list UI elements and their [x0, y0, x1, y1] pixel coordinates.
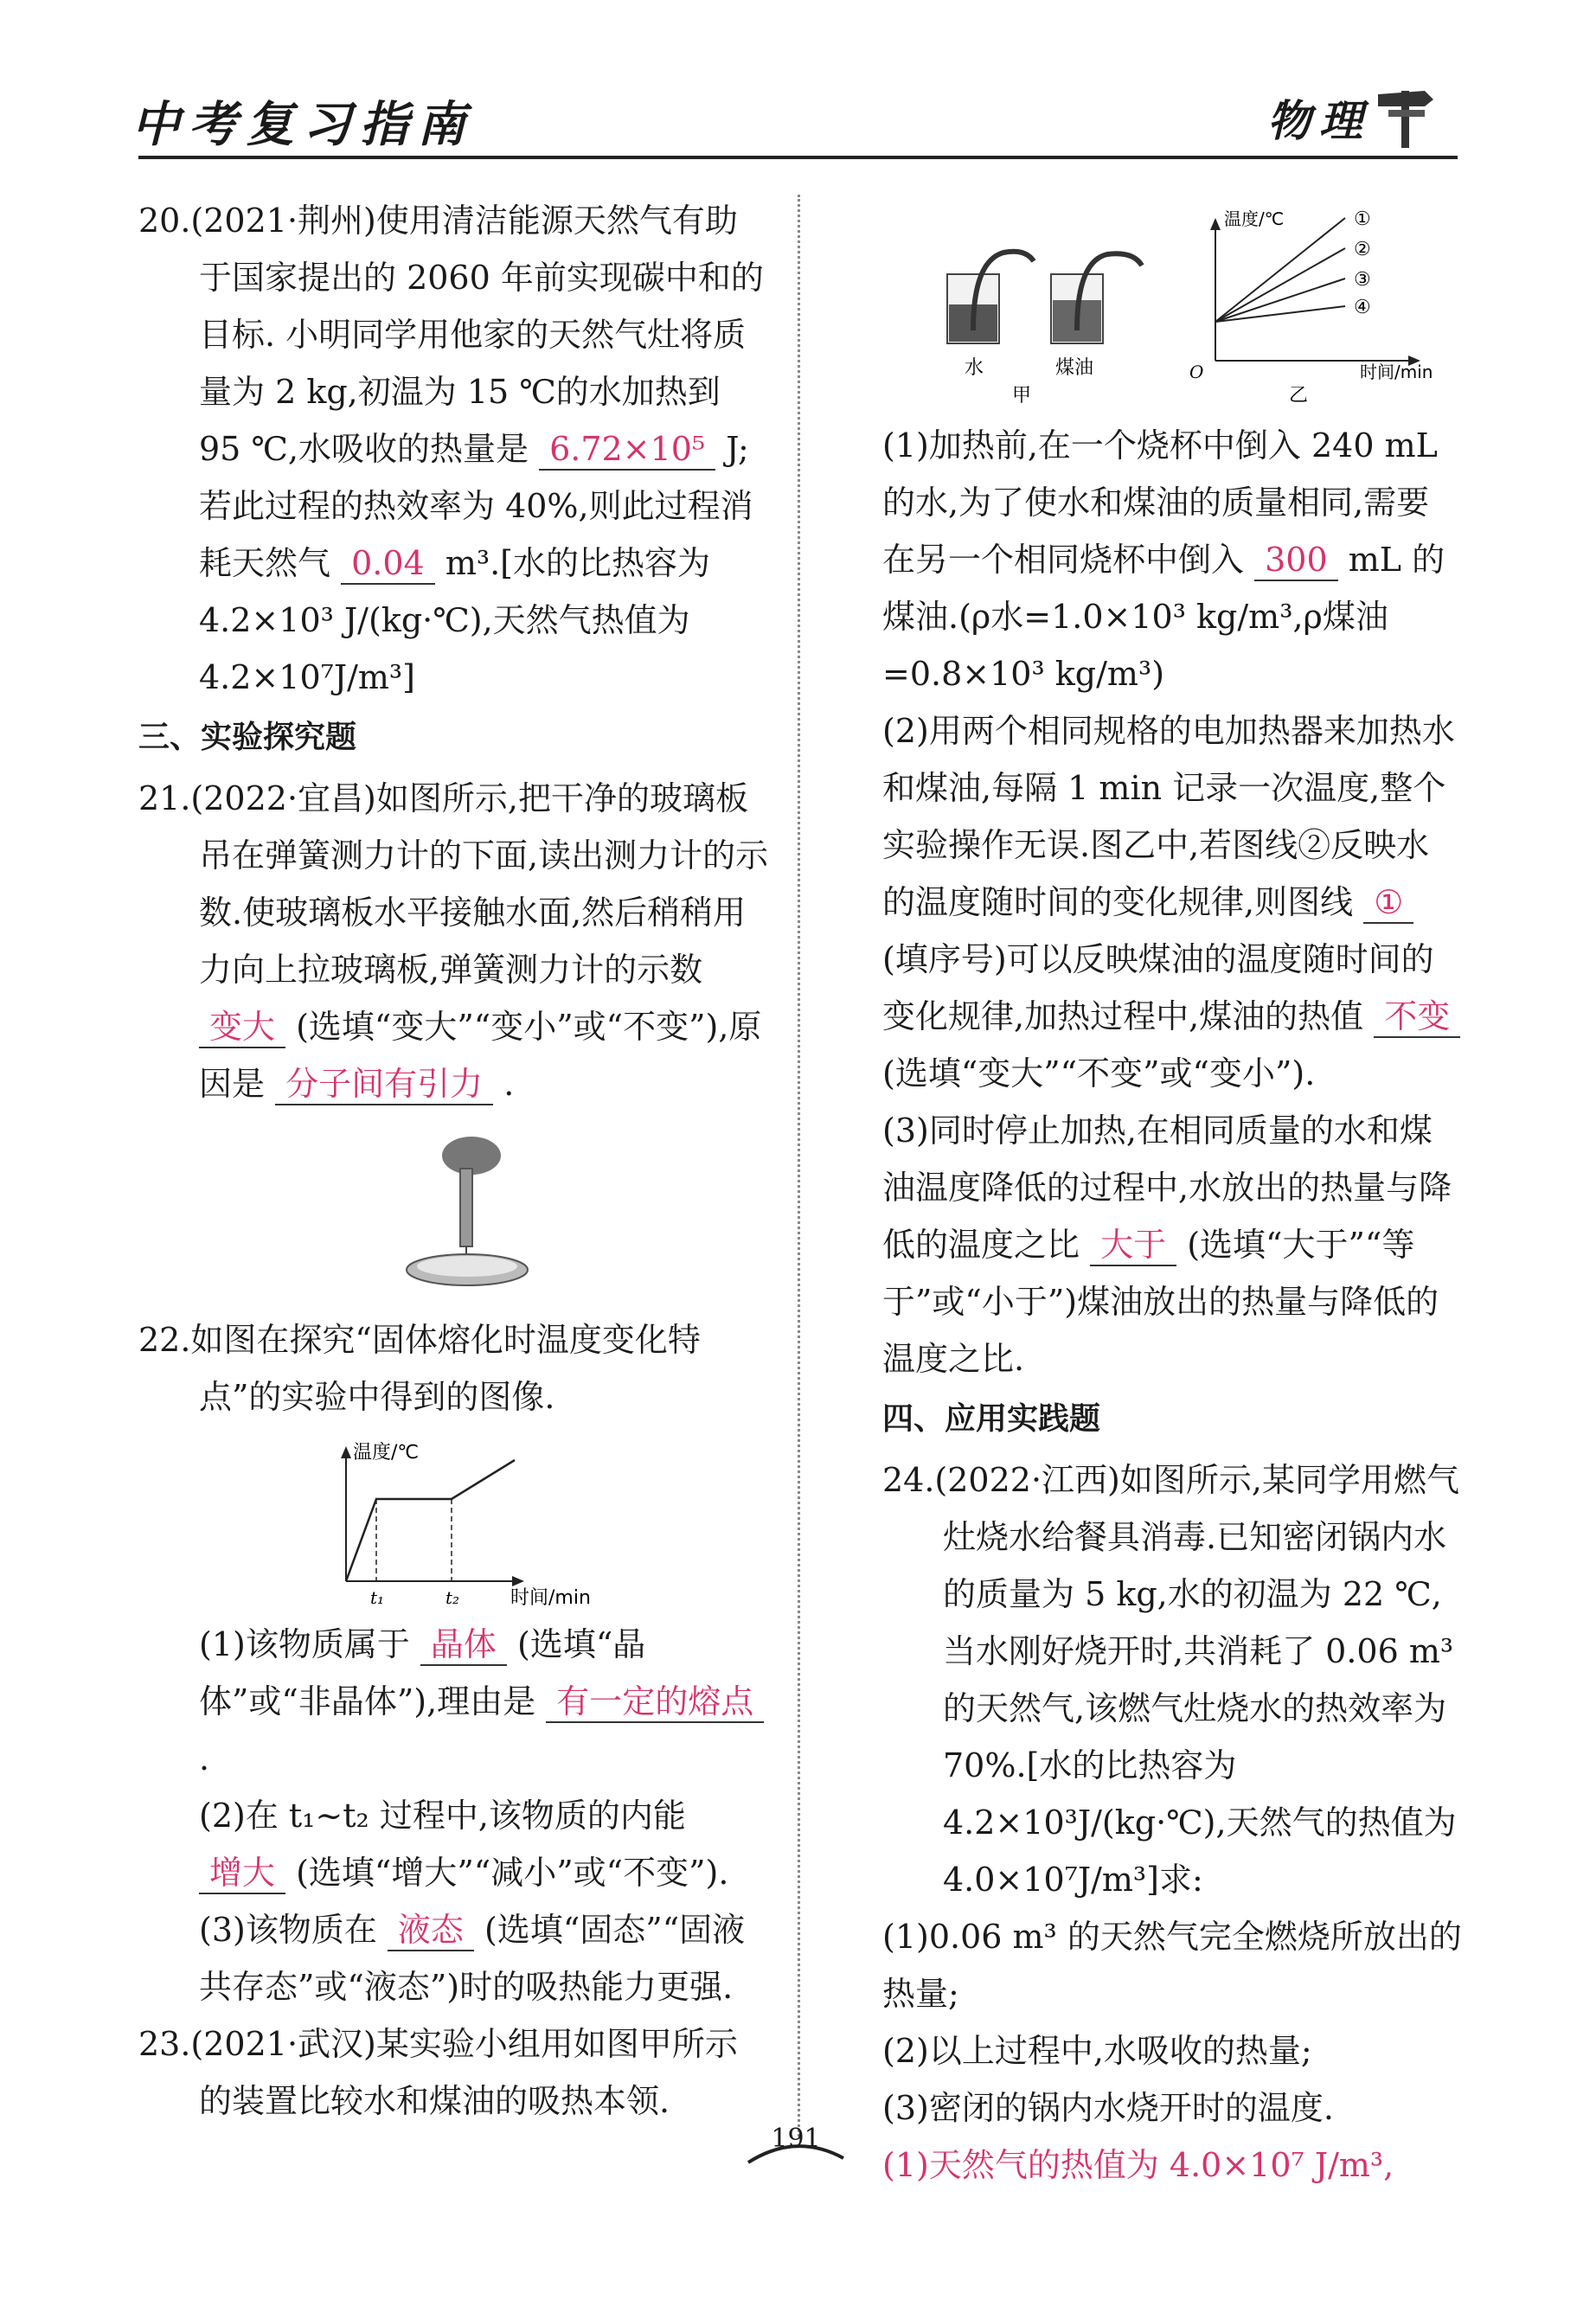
graph-line-2-label: ②: [1354, 239, 1371, 260]
q20-answer-2: 0.04: [341, 543, 435, 585]
q23-p2-text-c: (选填“变大”“不变”或“变小”).: [882, 1054, 1316, 1092]
q23-p3-text-a: (3)同时停止加热,在相同质量的水和煤油温度降低的过程中,水放出的热量与降低的温度之比: [882, 1112, 1452, 1264]
q24-answer: (1)天然气的热值为 4.0×10⁷ J/m³,: [882, 2146, 1394, 2184]
q22-p1-text-a: (1)该物质属于: [199, 1625, 410, 1663]
melting-graph-ylabel: 温度/℃: [353, 1442, 420, 1464]
q22-p3-text-b: (选填“固态”“固液共存态”或“液态”)时的吸热能力更强.: [199, 1911, 746, 2006]
graph-line-4-label: ④: [1354, 297, 1371, 318]
section-4-heading: 四、应用实践题: [882, 1401, 1101, 1437]
q22-part-1: [138, 1616, 770, 1787]
q22-p2-answer: 增大: [199, 1853, 285, 1894]
label-kerosene: 煤油: [1055, 357, 1094, 379]
q22-p1-text-b: (选填“晶体”或“非晶体”),理由是: [199, 1625, 646, 1720]
q24-sub-2: (2)以上过程中,水吸收的热量;: [882, 2032, 1312, 2070]
q23-p2-text-b: (填序号)可以反映煤油的温度随时间的变化规律,加热过程中,煤油的热值: [882, 940, 1434, 1035]
q23-p1-text-a: (1)加热前,在一个烧杯中倒入 240 mL 的水,为了使水和煤油的质量相同,需要在另一个相同烧杯中倒入: [882, 426, 1438, 579]
q23-p2-answer-2: 不变: [1374, 996, 1460, 1038]
q20-text-a: 20.(2021·荆州)使用清洁能源天然气有助于国家提出的 2060 年前实现碳中和的目标. 小明同学用他家的天然气灶将质量为 2 kg,初温为 15 ℃的水加热到 95 ℃,水吸收的热量是: [138, 202, 764, 468]
q23-p1-answer: 300: [1254, 540, 1338, 581]
melting-graph: [138, 1434, 770, 1607]
q23-p2-answer-1: ①: [1363, 882, 1413, 924]
melting-graph-xlabel: 时间/min: [510, 1587, 591, 1607]
q22-p3-text-a: (3)该物质在: [199, 1911, 377, 1949]
q22-part-3: [138, 1901, 770, 2015]
q22-p2-text-b: (选填“增大”“减小”或“不变”).: [296, 1854, 729, 1892]
q23-part-2: [882, 702, 1462, 1102]
left-column: [138, 192, 770, 2130]
q22-p1-answer-1: 晶体: [420, 1624, 507, 1666]
question-22-stem: 22.如图在探究“固体熔化时温度变化特点”的实验中得到的图像.: [138, 1321, 701, 1416]
q22-part-2: [138, 1787, 770, 1901]
graph-yi-xlabel: 时间/min: [1360, 362, 1433, 382]
graph-yi-ylabel: 温度/℃: [1224, 208, 1285, 229]
header-rule: [138, 156, 1458, 159]
q20-text-c: m³.[水的比热容为 4.2×10³ J/(kg·℃),天然气热值为 4.2×10⁷J/m³]: [199, 544, 710, 696]
q21-text-a: 21.(2022·宜昌)如图所示,把干净的玻璃板吊在弹簧测力计的下面,读出测力计的示数.使玻璃板水平接触水面,然后稍稍用力向上拉玻璃板,弹簧测力计的示数: [138, 779, 769, 989]
question-20: [138, 192, 770, 706]
q23-part-3: [882, 1102, 1462, 1387]
graph-line-3-label: ③: [1354, 269, 1371, 291]
header-subject: 物理: [1267, 96, 1371, 146]
q21-text-b: (选填“变大”“变小”或“不变”),原因是: [199, 1008, 762, 1103]
q23-p3-text-b: (选填“大于”“等于”或“小于”)煤油放出的热量与降低的温度之比.: [882, 1226, 1439, 1378]
label-jia: 甲: [1012, 385, 1032, 407]
section-3-heading: 三、实验探究题: [138, 720, 357, 755]
q21-text-c: .: [503, 1065, 515, 1103]
label-water: 水: [965, 357, 984, 379]
label-yi: 乙: [1289, 385, 1309, 407]
q22-p2-text-a: (2)在 t₁~t₂ 过程中,该物质的内能: [199, 1797, 686, 1835]
q23-figures: [882, 201, 1462, 408]
beaker-water: [947, 252, 1034, 343]
q23-p2-text-a: (2)用两个相同规格的电加热器来加热水和煤油,每隔 1 min 记录一次温度,整个实验操作无误.图乙中,若图线②反映水的温度随时间的变化规律,则图线: [882, 712, 1455, 921]
q24-sub-3: (3)密闭的锅内水烧开时的温度.: [882, 2089, 1334, 2127]
melting-graph-t1: t₁: [370, 1587, 385, 1607]
question-21: [138, 770, 770, 1112]
q22-p1-answer-2: 有一定的熔点: [546, 1682, 764, 1723]
page-number: 191: [771, 2124, 821, 2154]
q21-answer-2: 分子间有引力: [275, 1064, 493, 1105]
q22-p1-text-c: .: [199, 1739, 210, 1778]
beaker-kerosene: [1051, 253, 1142, 343]
q22-p3-answer: 液态: [388, 1910, 474, 1951]
graph-yi-origin: O: [1189, 362, 1204, 382]
column-divider: [798, 195, 800, 2137]
header-title: 中考复习指南: [131, 97, 474, 153]
q23-part-1: [882, 417, 1462, 702]
question-24-stem: 24.(2022·江西)如图所示,某同学用燃气灶烧水给餐具消毒.已知密闭锅内水的质量为 5 kg,水的初温为 22 ℃,当水刚好烧开时,共消耗了 0.06 m³ 的天然气,该燃气灶烧水的热效率为 70%.[水的比热容为 4.2×10³J/(kg·℃),天然气的热值为 4.0×10⁷J/m³]求:: [882, 1461, 1459, 1899]
graph-line-1-label: ①: [1354, 208, 1371, 230]
q20-text-b: J;若此过程的热效率为 40%,则此过程消耗天然气: [199, 430, 753, 582]
q20-answer-1: 6.72×10⁵: [539, 429, 715, 471]
question-23-stem: 23.(2021·武汉)某实验小组用如图甲所示的装置比较水和煤油的吸热本领.: [138, 2025, 738, 2120]
right-column: [882, 192, 1462, 2194]
glass-plate-figure: [138, 1121, 770, 1303]
q23-p1-text-b: mL 的煤油.(ρ水=1.0×10³ kg/m³,ρ煤油=0.8×10³ kg/m³): [882, 541, 1445, 693]
melting-graph-t2: t₂: [445, 1587, 460, 1607]
signpost-icon: [1371, 82, 1440, 151]
q24-sub-1: (1)0.06 m³ 的天然气完全燃烧所放出的热量;: [882, 1918, 1462, 2013]
q21-answer-1: 变大: [199, 1007, 285, 1048]
q23-p3-answer: 大于: [1090, 1225, 1176, 1266]
